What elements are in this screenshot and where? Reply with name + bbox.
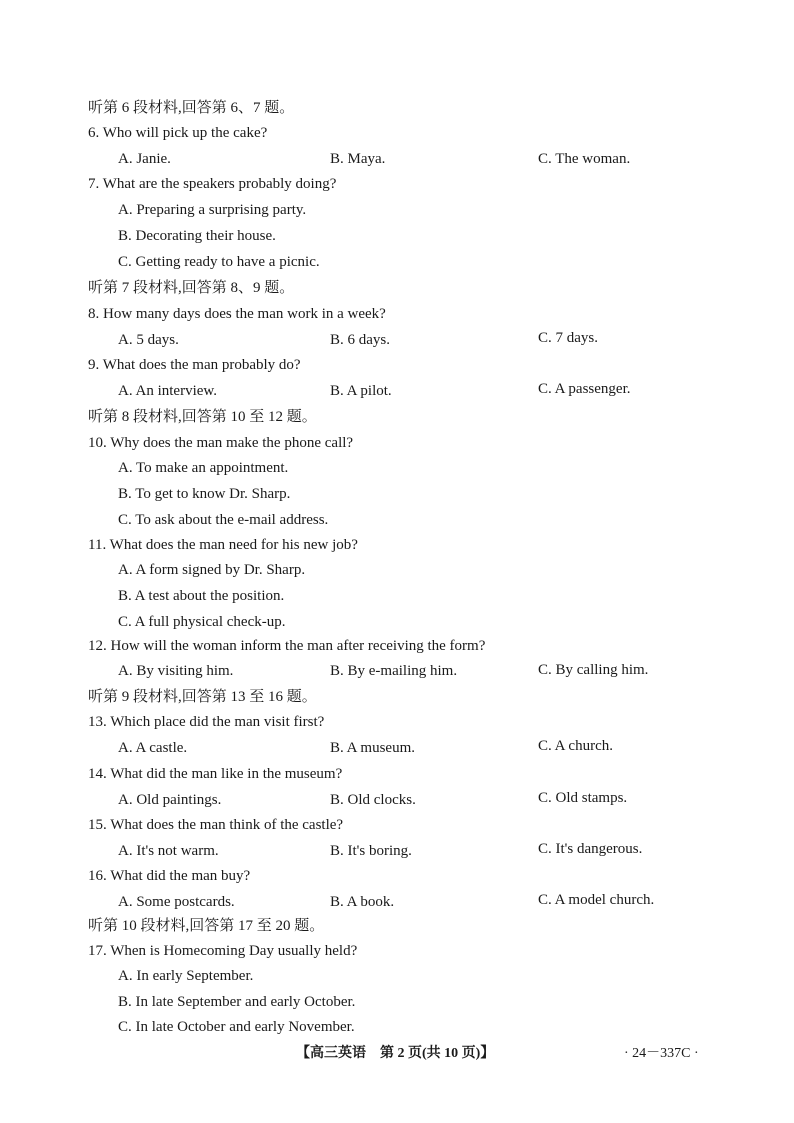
- q17-option-c: C. In late October and early November.: [118, 1019, 355, 1035]
- section-heading: 听第 8 段材料,回答第 10 至 12 题。: [88, 409, 317, 425]
- q10-option-b: B. To get to know Dr. Sharp.: [118, 486, 291, 502]
- question-7: 7. What are the speakers probably doing?: [88, 176, 337, 192]
- q11-option-b: B. A test about the position.: [118, 588, 285, 604]
- question-16: 16. What did the man buy?: [88, 868, 251, 884]
- q16-option-b: B. A book.: [330, 894, 395, 910]
- section-heading: 听第 7 段材料,回答第 8、9 题。: [88, 280, 295, 296]
- q15-option-c: C. It's dangerous.: [538, 841, 643, 857]
- question-14: 14. What did the man like in the museum?: [88, 766, 343, 782]
- q7-option-a: A. Preparing a surprising party.: [118, 202, 307, 218]
- q12-option-c: C. By calling him.: [538, 662, 649, 678]
- section-heading: 听第 10 段材料,回答第 17 至 20 题。: [88, 918, 325, 934]
- q9-option-c: C. A passenger.: [538, 381, 631, 397]
- question-11: 11. What does the man need for his new job?: [88, 537, 358, 553]
- q13-option-c: C. A church.: [538, 738, 613, 754]
- q9-option-a: A. An interview.: [118, 383, 218, 399]
- q7-option-c: C. Getting ready to have a picnic.: [118, 254, 320, 270]
- question-17: 17. When is Homecoming Day usually held?: [88, 943, 358, 959]
- q17-option-b: B. In late September and early October.: [118, 994, 356, 1010]
- question-8: 8. How many days does the man work in a week?: [88, 306, 386, 322]
- q9-option-b: B. A pilot.: [330, 383, 392, 399]
- q10-option-c: C. To ask about the e-mail address.: [118, 512, 329, 528]
- page-footer-title: 【高三英语 第 2 页(共 10 页)】: [296, 1046, 495, 1061]
- q6-option-a: A. Janie.: [118, 151, 171, 167]
- question-6: 6. Who will pick up the cake?: [88, 125, 268, 141]
- q14-option-c: C. Old stamps.: [538, 790, 628, 806]
- q16-option-a: A. Some postcards.: [118, 894, 235, 910]
- q8-option-b: B. 6 days.: [330, 332, 390, 348]
- q16-option-c: C. A model church.: [538, 892, 655, 908]
- question-9: 9. What does the man probably do?: [88, 357, 301, 373]
- q11-option-a: A. A form signed by Dr. Sharp.: [118, 562, 306, 578]
- question-10: 10. Why does the man make the phone call?: [88, 435, 354, 451]
- q13-option-a: A. A castle.: [118, 740, 188, 756]
- q15-option-a: A. It's not warm.: [118, 843, 219, 859]
- page-footer-code: · 24－337C ·: [624, 1046, 699, 1061]
- q11-option-c: C. A full physical check-up.: [118, 614, 286, 630]
- q7-option-b: B. Decorating their house.: [118, 228, 276, 244]
- q12-option-b: B. By e-mailing him.: [330, 663, 458, 679]
- q13-option-b: B. A museum.: [330, 740, 416, 756]
- q14-option-a: A. Old paintings.: [118, 792, 222, 808]
- q8-option-a: A. 5 days.: [118, 332, 179, 348]
- section-heading: 听第 6 段材料,回答第 6、7 题。: [88, 100, 295, 116]
- q14-option-b: B. Old clocks.: [330, 792, 416, 808]
- q6-option-b: B. Maya.: [330, 151, 386, 167]
- q10-option-a: A. To make an appointment.: [118, 460, 289, 476]
- section-heading: 听第 9 段材料,回答第 13 至 16 题。: [88, 689, 317, 705]
- q12-option-a: A. By visiting him.: [118, 663, 234, 679]
- question-15: 15. What does the man think of the castle?: [88, 817, 344, 833]
- question-13: 13. Which place did the man visit first?: [88, 714, 325, 730]
- q15-option-b: B. It's boring.: [330, 843, 412, 859]
- q8-option-c: C. 7 days.: [538, 330, 598, 346]
- question-12: 12. How will the woman inform the man after receiving the form?: [88, 638, 486, 654]
- q6-option-c: C. The woman.: [538, 151, 631, 167]
- q17-option-a: A. In early September.: [118, 968, 254, 984]
